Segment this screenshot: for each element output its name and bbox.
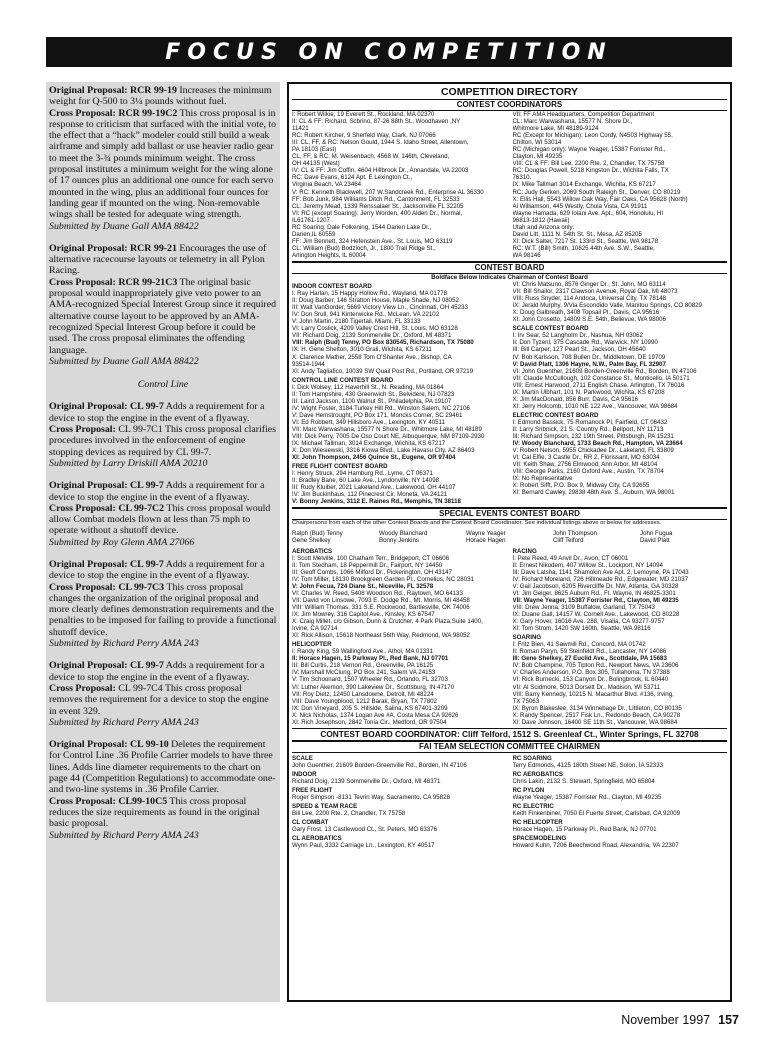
- directory-entry: RC Soaring: Dale Folkening, 1544 Darien Lake Dr.,: [292, 223, 432, 231]
- directory-entry: VIII: Ernest Harwood, 2711 English Chase, Arlington, TX 76016: [512, 381, 685, 389]
- directory-entry: IX: Jim Mowrey, 316 Capitol Ave., Kinsley, KS 67547: [292, 611, 435, 619]
- group-heading: RACING: [512, 547, 537, 555]
- directory-entry: III: Bill Carper, 127 Pearl St., Jackson, OH 45640: [512, 346, 646, 354]
- directory-entry: IX: Jerald Murphy, 9/Via Escondido Valle, Manitou Springs, CO 80829: [512, 302, 702, 310]
- group-heading: SPEED & TEAM RACE: [292, 803, 358, 811]
- chairman-entry: VIII: Ralph (Bud) Tenny, PO Box 830545, Richardson, TX 75080: [292, 339, 474, 347]
- chairman-entry: XI: John Thompson, 2456 Quince St., Eugene, OR 97404: [292, 454, 456, 462]
- cross-proposal-text: [49, 796, 277, 830]
- proposal-entry: [49, 243, 277, 367]
- submitted-by: Submitted by Duane Gall AMA 88422: [49, 355, 199, 367]
- cross-proposal-text: [49, 503, 277, 537]
- cross-proposal-label: Cross Proposal: RCR 99-21C3: [49, 276, 178, 288]
- cross-proposal-body: This cross proposal would allow Combat models flown at less than 75 mph to operate without a shutoff device.: [49, 502, 271, 537]
- cross-proposal-body: This cross proposal changes the organization of the original proposal and more clearly defines demonstration requirements and the penalties to be imposed for failing to provide a functional shutoff device.: [49, 581, 277, 638]
- directory-entry: VI: Jim Geiger, 8625 Auburn Rd., Ft. Wayne, IN 46825-3301: [512, 589, 676, 597]
- directory-entry: II: Ernest Nikodem, 407 Willow St., Lockport, NY 14094: [512, 561, 663, 569]
- directory-entry: RC: Douglas Powell, 5218 Kingston Dr., Wichita Falls, TX: [512, 167, 669, 175]
- directory-entry: IX: Duane Gall, 14157 W. Cornell Ave., Lakewood, CO 80228: [512, 611, 680, 619]
- directory-entry: VII: Bill Shailor, 2317 Clawson Avenue, Royal Oak, MI 48073: [512, 288, 678, 296]
- directory-entry: I: Fritz Bien, 41 Sawmill Rd., Concord, MA 01742: [512, 641, 646, 649]
- directory-entry: CL, FF, & RC: M. Weisenbach, 4568 W. 146th, Cleveland,: [292, 153, 450, 161]
- issue-date: November 1997: [621, 1013, 711, 1027]
- directory-entry: VI: RC (except Soaring): Jerry Worden, 400 Alden Dr., Normal,: [292, 209, 463, 217]
- chair-name: Bonny Jenkins: [379, 536, 419, 544]
- directory-entry: PA 18103 (East): [292, 146, 337, 154]
- chairman-entry: II: Horace Hagen, 15 Parkway Pl., Red Bank, NJ 07701: [292, 655, 449, 663]
- directory-entry: Wayne Yeager, 15387 Forrister Rd., Clayton, MI 49235: [512, 794, 662, 802]
- directory-entry: 76310.: [512, 174, 532, 182]
- directory-entry: I: Robert Wilkie, 19 Everett St., Rockland, MA 02370: [292, 111, 435, 118]
- directory-entry: 96813-1812 (Hawaii): [512, 216, 570, 224]
- directory-entry: IV: Wight Foster, 3184 Turkey Hill Rd., Winston Salem, NC 27106: [292, 404, 470, 412]
- directory-entry: IV: Don Srull, 941 Kinterwicke Rd., McLean, VA 22102: [292, 311, 440, 319]
- directory-entry: Whitmore Lake, MI 48189-9124: [512, 125, 599, 133]
- proposal-entry: [49, 660, 277, 728]
- original-proposal-text: Adds a requirement for a device to stop the engine in the event of a flyaway.: [49, 660, 265, 683]
- contest-board-note: Boldface Below Indicates Chairman of Contest Board: [431, 273, 588, 281]
- directory-entry: VIII: William Thomas, 331 S.E. Rockwood, Bartlesville, OK 74006: [292, 604, 470, 611]
- directory-entry: V: RC: Kenneth Blackwell, 207 W.Sandcreek Rd., Enterprise AL 36330: [292, 188, 484, 196]
- directory-entry: I: Ray Harlan, 15 Happy Hollow Rd., Wayland, MA 01778: [292, 290, 448, 298]
- group-heading: SOARING: [512, 634, 542, 642]
- submitted-by: Submitted by Roy Glenn AMA 27066: [49, 536, 195, 548]
- group-heading: FREE FLIGHT: [292, 786, 333, 794]
- directory-entry: Richard Doig, 2139 Sommerville Dr., Oxford, MI 48371: [292, 777, 441, 785]
- directory-entry: WA 98146: [512, 251, 541, 259]
- directory-entry: IX: Don Vineyard, 205 S. Hillside, Salina, KS 67401-3209: [292, 704, 448, 712]
- directory-entry: III: CL, FF, & RC: Nelson Gould, 1944 S. Idaho Street, Allentown,: [292, 139, 469, 147]
- directory-entry: V: John Martin, 2180 Tigertail, Miami, FL 33133: [292, 318, 421, 326]
- directory-entry: VIII: Drew Jenna, 3109 Buffalow, Garland, TX 75043: [512, 604, 655, 611]
- directory-entry: CL: Marc Warwashana, 15577 N. Shore Dr.,: [512, 118, 633, 126]
- directory-entry: III: Dave Latsha, 1141 Shamokin Ave Apt. 2, Lemoyne, PA 17043: [512, 568, 689, 576]
- coordinators-list: [292, 111, 727, 259]
- directory-entry: RC: Robert Kircher, 9 Sherfeld Way, Clark, NJ 07066: [292, 132, 436, 140]
- chair-name: Wayne Yeager: [466, 529, 506, 537]
- fai-left-column: [292, 753, 507, 850]
- directory-entry: XI: Rick Allison, 15618 Northeast 56th Way, Redmond, WA 98052: [292, 632, 470, 640]
- directory-entry: Al Williamson, 445 Westly, Chula Vista, CA 91911: [512, 202, 648, 210]
- directory-entry: XI: John Crosetto, 14809 S.E. 54th, Bellevue, WA 98006: [512, 316, 666, 324]
- fai-right-column: [513, 753, 728, 850]
- directory-entry: Irvine, CA 92714: [292, 625, 338, 633]
- group-heading: RC SOARING: [512, 754, 552, 762]
- cross-proposal-body: This cross proposal is in response to criticism that surfaced with the initial vote, to the effect that a “hack” modeler could still build a weak airframe and simply add ballast or use heavier radio gear to meet the 3-¾ pounds minimum weight. The cross proposal institutes a minimum weight for the wing alone of 17 ounces plus an additional one ounce for each servo mounted in the wing, plus an additional four ounces for landing gear if mounted on the wing. Non-removable wings shall be tested for adequate wing strength.: [49, 107, 277, 221]
- directory-entry: XI: Jerry Holcomb, 1010 NE 122 Ave., Vancouver, WA 98684: [512, 402, 678, 410]
- directory-entry: 93514-1944: [292, 360, 325, 368]
- directory-entry: OH 44135 (West): [292, 160, 340, 168]
- directory-entry: FF: Jim Bennett, 324 Hefenstein Ave., St. Louis, MO 63119: [292, 237, 453, 245]
- proposal-entry: [49, 85, 277, 232]
- group-heading: FREE FLIGHT CONTEST BOARD: [292, 463, 388, 471]
- directory-title: COMPETITION DIRECTORY: [292, 86, 727, 100]
- original-proposal-text: Deletes the requirement for Control Line .36 Profile Carrier models to have three lines. Adds line diameter requirements to the chart on page 44 (Competition Regulations) to accommodate one- and two-line systems in .36 Profile Carrier.: [49, 739, 276, 796]
- directory-entry: IX: Michael Tallman, 3014 Exchange, Wichita, KS 67217: [292, 440, 446, 448]
- directory-entry: X: Nick Nicholas, 1374 Logan Ave #A, Costa Mesa CA 92626: [292, 711, 459, 719]
- submitted-by: Submitted by Richard Perry AMA 243: [49, 638, 199, 650]
- directory-entry: 11421: [292, 125, 309, 133]
- group-heading: RC PYLON: [512, 786, 545, 794]
- directory-entry: IV: Jim Buckinhaus, 112 Pinecrest Cir, Moneta, VA 24121: [292, 491, 448, 499]
- directory-entry: IV: Marshall McClung, PO Box 241, Salem VA 24153: [292, 669, 436, 677]
- directory-entry: IV: Tom Miller, 18130 Brookgreen Garden Pl., Cornelius, NC 28031: [292, 575, 474, 583]
- directory-entry: V: Charles Anderson, P.O. Box 305, Tullahoma, TN 37388: [512, 669, 670, 677]
- directory-entry: VIII: Dave Youngblood, 1212 Barak, Bryan, TX 77802: [292, 697, 437, 705]
- directory-entry: VI: Cal Elfie, 3 Castle Dr., RR 2, Florissant, MO 63034: [512, 454, 660, 462]
- cross-proposal-label: Cross Proposal:: [49, 682, 116, 694]
- chairman-entry: III: Gene Shelkey, 27 Euclid Ave., Scottdale, PA 15683: [512, 655, 667, 663]
- group-heading: RC HELICOPTER: [512, 819, 563, 827]
- directory-entry: X: Jim MacDonald, 856 Burr, Davis, CA 95616: [512, 395, 639, 403]
- directory-entry: VIII: CL & FF: Bill Lee, 2200 Rte. 2, Chandler, TX 75758: [512, 160, 665, 168]
- board-coordinator: CONTEST BOARD COORDINATOR: Cliff Telford, 1512 S. Greenleaf Ct., Winter Springs, FL 32708: [292, 728, 727, 742]
- directory-entry: Roger Simpson -8131 Tevrin Way, Sacramento, CA 95828: [292, 794, 450, 802]
- directory-entry: III: Richard Simpson, 132 19th Street, Pittsburgh, PA 15231: [512, 433, 674, 441]
- directory-entry: VI: Rick Burnecki, 153 Canyon Dr., Bolingbrook, IL 60440: [512, 676, 669, 684]
- original-proposal-text: Increases the minimum weight for Q-500 to 3¼ pounds without fuel.: [49, 85, 272, 108]
- directory-entry: V: Gail Jacobson, 6205 Rivercliffe Dr. NW, Atlanta, GA 30328: [512, 582, 679, 590]
- directory-entry: I: Edmond Bassick, 75 Romanock Pl, Fairfield, CT 06432: [512, 418, 668, 426]
- cross-proposal-text: [49, 582, 277, 638]
- directory-entry: Terry Edmonds, 4125 180th Street NE, Solon, IA 52333: [512, 761, 664, 769]
- chairman-entry: V: Bonny Jenkins, 3112 E. Raines Rd., Memphis, TN 38118: [292, 498, 461, 506]
- special-events-list: [292, 546, 727, 726]
- directory-entry: I: Scott Melville, 100 Chatham Terr., Bridgeport, CT 06606: [292, 554, 450, 562]
- proposal-text: [49, 243, 277, 277]
- directory-entry: IV: CL & FF: Jim Coffin, 4604 Hillbrook Dr., Annandale, VA 22003: [292, 167, 469, 175]
- directory-entry: CL: Jeremy Mead, 1339 Renssalaer St., Jacksonville FL 32205: [292, 202, 464, 210]
- contest-board-left-column: [292, 281, 507, 505]
- directory-entry: III: Bill Curtis, 218 Vernon Rd., Greenville, PA 16125: [292, 662, 434, 670]
- cross-proposal-body: The original basic proposal would inappropriately give veto power to an AMA-recognized Special Interest Group since it required alternative course layout to be approved by an AMA-recognized Special Interest Group before it could be used. The cross proposal eliminates the offending language.: [49, 276, 277, 356]
- original-proposal-label: Original Proposal: CL 99-7: [49, 480, 164, 492]
- fai-list: [292, 753, 727, 850]
- group-heading: CL AEROBATICS: [292, 835, 342, 843]
- directory-entry: XI: Rich Josephson, 2842 Tonia Cir., Medford, OR 97504: [292, 718, 447, 726]
- chairman-entry: VII: Wayne Yeager, 15387 Forrister Rd., Clayton, MI 49235: [512, 596, 679, 604]
- directory-entry: VII: Richard Doig, 2139 Sommerville Dr., Oxford, MI 48371: [292, 332, 452, 340]
- proposal-text: [49, 559, 277, 582]
- cross-proposal-text: [49, 277, 277, 356]
- directory-entry: II: Roman Paryn, 59 Steinfeldt Rd., Lancaster, NY 14086: [512, 648, 667, 656]
- original-proposal-text: Encourages the use of alternative racecourse layouts or telemetry in all Pylon Racing.: [49, 242, 267, 277]
- proposal-entry: [49, 559, 277, 649]
- directory-entry: VII: Roy Dietz, 12450 Lansdowne, Detroit, MI 48224: [292, 690, 434, 698]
- group-heading: INDOOR CONTEST BOARD: [292, 283, 372, 291]
- directory-entry: V: Tim Schoonard, 1507 Wheeler Rd., Orlando, FL 32703: [292, 676, 448, 684]
- directory-entry: VIII: Dick Perry, 7005 De Oso Court NE, Albuquerque, NM 87109-2930: [292, 433, 485, 441]
- coordinators-heading: CONTEST COORDINATORS: [292, 100, 727, 111]
- directory-entry: John Guenther, 21609 Borden-Greenville Rd., Borden, IN 47106: [292, 761, 467, 769]
- original-proposal-text: Adds a requirement for a device to stop the engine in the event of a flyaway.: [49, 480, 265, 503]
- original-proposal-label: Original Proposal: CL 99-7: [49, 401, 164, 413]
- proposal-entry: [49, 480, 277, 548]
- directory-entry: III: Walt VanGorder, 5669 Victory View Ln., Cincinnati, OH 45233: [292, 304, 468, 312]
- cross-proposal-text: [49, 424, 277, 458]
- original-proposal-label: Original Proposal: CL 99-10: [49, 739, 169, 751]
- competition-directory: [287, 82, 732, 1002]
- directory-entry: VII: David von Linsowe, 7093 E. Dodge Rd., Mt. Morris, MI 48458: [292, 596, 470, 604]
- directory-entry: VII: Marc Warwashana, 15577 N Shore Dr., Whitmore Lake, MI 48189: [292, 425, 482, 433]
- chair-name: John Fugua: [640, 529, 673, 537]
- group-heading: SCALE: [292, 754, 313, 762]
- directory-entry: Clayton, MI 49235: [512, 153, 563, 161]
- chair-name: Woody Blanchard: [379, 529, 428, 537]
- submitted-by: Submitted by Larry Driskill AMA 20210: [49, 457, 208, 469]
- directory-entry: VIII: George Parks, 2160 Oxford Ave., Austin, TX 78704: [512, 468, 664, 476]
- directory-entry: Arlington Heights, IL 60004: [292, 251, 366, 259]
- directory-entry: VI: Ed Robbert, 349 Hillsboro Ave., Lexington, KY 40511: [292, 418, 445, 426]
- directory-entry: VIII: Barry Kennedy, 10215 N. Macarthur Blvd. #136, Irving,: [512, 690, 674, 698]
- directory-entry: IX: Martin Ulbhart, 101 N. Parkwood, Wichita, KS 67208: [512, 388, 665, 396]
- directory-entry: IX: Mike Tallman 3014 Exchange, Wichita, KS 67217: [512, 181, 656, 189]
- proposal-text: [49, 401, 277, 424]
- directory-entry: V: Dave Hemstrought, PO Box 171, Moncks Corner, SC 29461: [292, 411, 463, 419]
- directory-entry: II: CL & FF: Richard. Scbrino, 87-26 88th St., Woodhaven ,NY: [292, 118, 461, 126]
- group-heading: ELECTRIC CONTEST BOARD: [512, 411, 599, 419]
- directory-entry: Keith Finkenbiner, 7050 El Fuerte Street, Carlsbad, CA 92009: [512, 810, 681, 818]
- directory-entry: X: Doug Galbreath, 3408 Topsail Pl., Davis, CA 95616: [512, 309, 660, 317]
- directory-entry: IX: Byron Blakeslee, 3134 Winnebage Dr., Littleton, CO 80135: [512, 704, 682, 712]
- directory-entry: I: Henry Struck, 294 Hamburg Rd., Lyme, CT 06371: [292, 470, 433, 478]
- directory-entry: VI: Luther Akemon, 390 Lakeview Dr., Scottsburg, IN 47170: [292, 683, 455, 691]
- directory-entry: X: Don Wiesiewski, 3316 Kiowa Blvd., Lake Havasu City, AZ 86403: [292, 447, 475, 455]
- original-proposal-label: Original Proposal: RCR 99-21: [49, 242, 177, 254]
- directory-entry: TX 75063: [512, 697, 540, 705]
- original-proposal-label: Original Proposal: CL 99-7: [49, 660, 164, 672]
- directory-entry: XI: Dick Salter, 7217 St. 133rd St., Seattle, WA 98178: [512, 237, 659, 245]
- directory-entry: VII: Keith Shaw, 2756 Elmwood, Ann Arbor, MI 48104: [512, 461, 658, 469]
- cross-proposal-label: Cross Proposal: CL 99-7C2: [49, 502, 165, 514]
- cross-proposal-body: CL 99-7C4 This cross proposal removes the requirement for a device to stop the engine in event 329.: [49, 682, 269, 717]
- directory-entry: III: Laird Jackson, 1100 Walnut St., Philadelphia, PA 19107: [292, 397, 452, 405]
- group-heading: INDOOR: [292, 770, 317, 778]
- directory-entry: CL: William (Bud) Bodzloch, Jr., 1800 Trail Ridge St.,: [292, 244, 436, 252]
- directory-entry: I: Randy King, 59 Wallingford Ave., Athol, MA 01331: [292, 648, 433, 656]
- directory-entry: X: Gary Hover, 16016 Ave. 288, Visalia, CA 93277-9757: [512, 618, 665, 626]
- group-heading: HELICOPTER: [292, 641, 332, 649]
- cross-proposal-text: [49, 683, 277, 717]
- directory-entry: Bill Lee, 2200 Rte. 2, Chandler, TX 75758: [292, 810, 406, 818]
- page-number: 157: [718, 1013, 739, 1027]
- directory-entry: David Litt, 1111 N. 54th St. St., Mesa, AZ 85205: [512, 230, 642, 238]
- original-proposal-label: Original Proposal: CL 99-7: [49, 558, 164, 570]
- directory-entry: I: Pete Reed, 49 Anvil Dr., Avon, CT 06001: [512, 554, 629, 562]
- directory-entry: XI: Andy Tagliafico, 10039 SW Quail Post Rd., Portland, OR 97219: [292, 367, 474, 375]
- directory-entry: II: Tom Hampshire, 430 Greenwich St., Belvidere, NJ 07823: [292, 390, 455, 398]
- cross-proposal-text: [49, 108, 277, 221]
- directory-entry: X: Robert Sifft, P.O. Box 9, Midway City, CA 92655: [512, 482, 650, 490]
- special-events-heading: SPECIAL EVENTS CONTEST BOARD: [292, 507, 727, 520]
- directory-entry: X: Ellis Hall, 5543 Willow Oak Way, Fair Oaks, CA 95628 (North): [512, 195, 688, 203]
- directory-entry: VIII: Russ Snyder, 114 Andoca, Universal City, TX 78148: [512, 295, 667, 303]
- page-footer: [621, 1013, 739, 1027]
- special-events-note: Chairpersons from each of the other Contest Boards and the Contest Board Coordinator. See individual listings above or below for addresses.: [292, 520, 662, 527]
- chairman-entry: V: John Fecua, 724 Diane St., Niceville, FL 32578: [292, 582, 434, 590]
- section-banner: FOCUS ON COMPETITION: [46, 37, 732, 67]
- group-heading: CONTROL LINE CONTEST BOARD: [292, 376, 394, 384]
- directory-entry: IV: Richard Moreland, 726 Hillmeade Rd., Edgewater, MD 21037: [512, 575, 689, 583]
- directory-entry: X: Clarence Mather, 2558 Tom O'Shanter Ave., Bishop, CA: [292, 353, 452, 361]
- directory-entry: XI: Dave Johnson, 16400 SE 11th St., Vancouver, WA 98684: [512, 718, 678, 726]
- proposal-text: [49, 739, 277, 795]
- contest-board-list: [292, 281, 727, 505]
- directory-entry: FF: Bob Junk, 984 Williams Ditch Rd., Cantonment, FL 32533: [292, 195, 460, 203]
- special-events-left-column: [292, 546, 507, 726]
- chair-name: David Platt: [640, 536, 670, 544]
- directory-entry: Chilton, WI 53014: [512, 139, 562, 147]
- submitted-by: Submitted by Richard Perry AMA 243: [49, 829, 199, 841]
- directory-entry: X: Randy Spencer, 2517 Fisk Ln., Redondo Beach, CA 90278: [512, 711, 681, 719]
- cross-proposal-label: Cross Proposal: CL 99-7C3: [49, 581, 165, 593]
- group-heading: SCALE CONTEST BOARD: [512, 325, 589, 333]
- directory-entry: VII: FF AMA Headquarters, Competition Department: [512, 111, 655, 118]
- directory-entry: IX: H. Gene Shelton, 3010 Grail, Wichita, KS 67211: [292, 346, 432, 354]
- original-proposal-text: Adds a requirement for a device to stop the engine in the event of a flyaway.: [49, 401, 265, 424]
- cross-proposal-body: CL 99-7C1 This cross proposal clarifies procedures involved in the enforcement of engine stopping devices as required by CL 99-7.: [49, 424, 277, 458]
- directory-entry: X: Craig Millet, c/o Gibson, Dunn & Crutcher, 4 Park Plaza,Suite 1400,: [292, 618, 483, 626]
- cross-proposal-body: This cross proposal reduces the size requirements as found in the original basic proposal.: [49, 795, 260, 830]
- directory-entry: Wayne Hamada, 629 Iolani Ave. Apt., 604, Honolulu, HI: [512, 209, 664, 217]
- directory-entry: IV: Bob Champine, 705 Tipton Rd., Newport News, VA 23606: [512, 662, 679, 670]
- directory-entry: VII: Claude McCullough, 102 Constance St., Monticello, IA 50171: [512, 374, 690, 382]
- directory-entry: VI: Larry Coslick, 4209 Valley Crest Hill, St. Louis, MO 63128: [292, 325, 458, 333]
- group-heading: CL COMBAT: [292, 819, 329, 827]
- submitted-by: Submitted by Richard Perry AMA 243: [49, 716, 199, 728]
- directory-entry: IV: Bob Karlsson, 708 Bullen Dr., Middletown, DE 19709: [512, 353, 666, 361]
- coordinators-right-column: [513, 111, 728, 259]
- directory-entry: Horace Hagen, 15 Parkway Pl., Red Bank, NJ 07701: [512, 826, 657, 834]
- directory-entry: Howard Kuhn, 7206 Beechwood Road, Alexandria, VA 22307: [512, 842, 679, 850]
- directory-entry: RC (Except for Michigan): Leon Cordy, N4503 Highway 55,: [512, 132, 673, 140]
- cross-proposal-label: Cross Proposal: RCR 99-19C2: [49, 107, 178, 119]
- proposal-text: [49, 85, 277, 108]
- directory-entry: II: Tom Stedham, 18 Peppermill Dr., Fairport, NY 14450: [292, 561, 443, 569]
- directory-entry: V: Robert Nelson, 5955 Chickadee Dr., Lakeland, FL 33809: [512, 447, 674, 455]
- special-events-right-column: [513, 546, 728, 726]
- proposal-entry: [49, 739, 277, 841]
- directory-entry: Chris Lakin, 2132 S. Stewart, Springfield, MO 65804: [512, 777, 655, 785]
- directory-entry: RC: W.T. (Bill) Smith, 10825 44th Ave. S.W., Seattle,: [512, 244, 655, 252]
- original-proposal-label: Original Proposal: RCR 99-19: [49, 85, 177, 96]
- directory-entry: III: Geoff Combs, 1066 Milford Dr., Pickerington, OH 43147: [292, 568, 452, 576]
- directory-entry: RC: Dave Evans, 6124 Apt. E Lexington Ct.,: [292, 174, 413, 182]
- chair-name: Horace Hagen: [466, 536, 506, 544]
- proposals-column: [46, 82, 280, 1002]
- chair-name: Gene Shelkey: [292, 536, 331, 544]
- proposal-entry: [49, 401, 277, 469]
- proposal-text: [49, 480, 277, 503]
- group-heading: AEROBATICS: [292, 547, 333, 555]
- directory-entry: Utah and Arizona only:: [512, 223, 575, 231]
- directory-entry: XI: Tom Strom, 1420 SW 160th, Seattle, WA 98116: [512, 625, 651, 633]
- chair-name: Cliff Telford: [553, 536, 584, 544]
- contest-board-right-column: [513, 281, 728, 505]
- chair-name: John Thompson: [553, 529, 597, 537]
- directory-entry: VI: Chris Matsuno, 8576 Ginger Dr., St. John, MO 63114: [512, 281, 666, 289]
- directory-entry: RC: Judy Gerken, 2069 South Raleigh St., Denver, CO 80219: [512, 188, 681, 196]
- directory-entry: III: Rudy Kluiber, 2021 Lakeland Ave., Lakewood, OH 44107: [292, 484, 456, 492]
- proposal-text: [49, 660, 277, 683]
- directory-entry: Darien,IL 60559: [292, 230, 336, 238]
- cross-proposal-label: Cross Proposal: CL99-10C5: [49, 795, 168, 807]
- group-heading: SPACEMODELING: [512, 835, 567, 843]
- directory-entry: VI: John Guenther, 21609 Borden-Greenville Rd., Borden, IN 47106: [512, 367, 697, 375]
- fai-heading: FAI TEAM SELECTION COMMITTEE CHAIRMEN: [292, 742, 727, 753]
- directory-entry: RC (Michigan only): Wayne Yeager, 15387 Forrister Rd.,: [512, 146, 666, 154]
- directory-entry: IL61761-1207: [292, 216, 330, 224]
- original-proposal-text: Adds a requirement for a device to stop the engine in the event of a flyaway.: [49, 558, 265, 582]
- special-events-chairs: [292, 530, 727, 544]
- cross-proposal-label: Cross Proposal:: [49, 424, 116, 436]
- directory-entry: II: Larry Sribnick, 21 S. Country Rd., Bellport, NY 11713: [512, 425, 664, 433]
- directory-entry: Wynn Paul, 3332 Carriage Ln., Lexington, KY 40517: [292, 842, 435, 850]
- coordinators-left-column: [292, 111, 507, 259]
- directory-entry: II: Don Tyzenl, 375 Cascade Rd., Warwick, NY 10990: [512, 339, 658, 347]
- directory-entry: Virginia Beach, VA 23464: [292, 181, 362, 189]
- contest-board-heading: CONTEST BOARD: [292, 261, 727, 274]
- directory-entry: XI: Bernard Cawley, 29838 48th Ave. S., Auburn, WA 98001: [512, 489, 675, 497]
- directory-entry: VII: Al Scidmore, 5013 Dorsett Dr., Madison, WI 53711: [512, 683, 661, 691]
- chair-name: Ralph (Bud) Tenny: [292, 529, 343, 537]
- group-heading: RC ELECTRIC: [512, 803, 554, 811]
- directory-entry: Gary Frost, 13 Castlewood Ct., St. Peters, MO 63376: [292, 826, 438, 834]
- chairman-entry: V: David Platt, 1306 Hayne, N.W., Palm Bay, FL 32907: [512, 360, 666, 368]
- chairman-entry: IV: Woody Blanchard, 1733 Beach Rd., Hampton, VA 23664: [512, 440, 683, 448]
- group-heading: RC AEROBATICS: [512, 770, 563, 778]
- directory-entry: VI: Charles W. Reed, 5408 Woodson Rd., Raytown, MO 64133: [292, 589, 463, 597]
- directory-entry: I: Dick Wolsey, 112 Haverhill St., N. Reading, MA 01864: [292, 383, 444, 391]
- submitted-by: Submitted by Duane Gall AMA 88422: [49, 220, 199, 232]
- directory-entry: I: Irv Sear, 52 Langholm Dr., Nashua, NH 03062: [512, 332, 643, 340]
- directory-entry: II: Doug Barber, 146 Stratton House, Maple Shade, NJ 08052: [292, 297, 459, 305]
- subsection-heading: Control Line: [137, 379, 189, 391]
- directory-entry: II: Bradley Bane, 60 Lake Ave., Lyndonville, NY 14098: [292, 477, 440, 485]
- directory-entry: IX: No Representative: [512, 475, 573, 483]
